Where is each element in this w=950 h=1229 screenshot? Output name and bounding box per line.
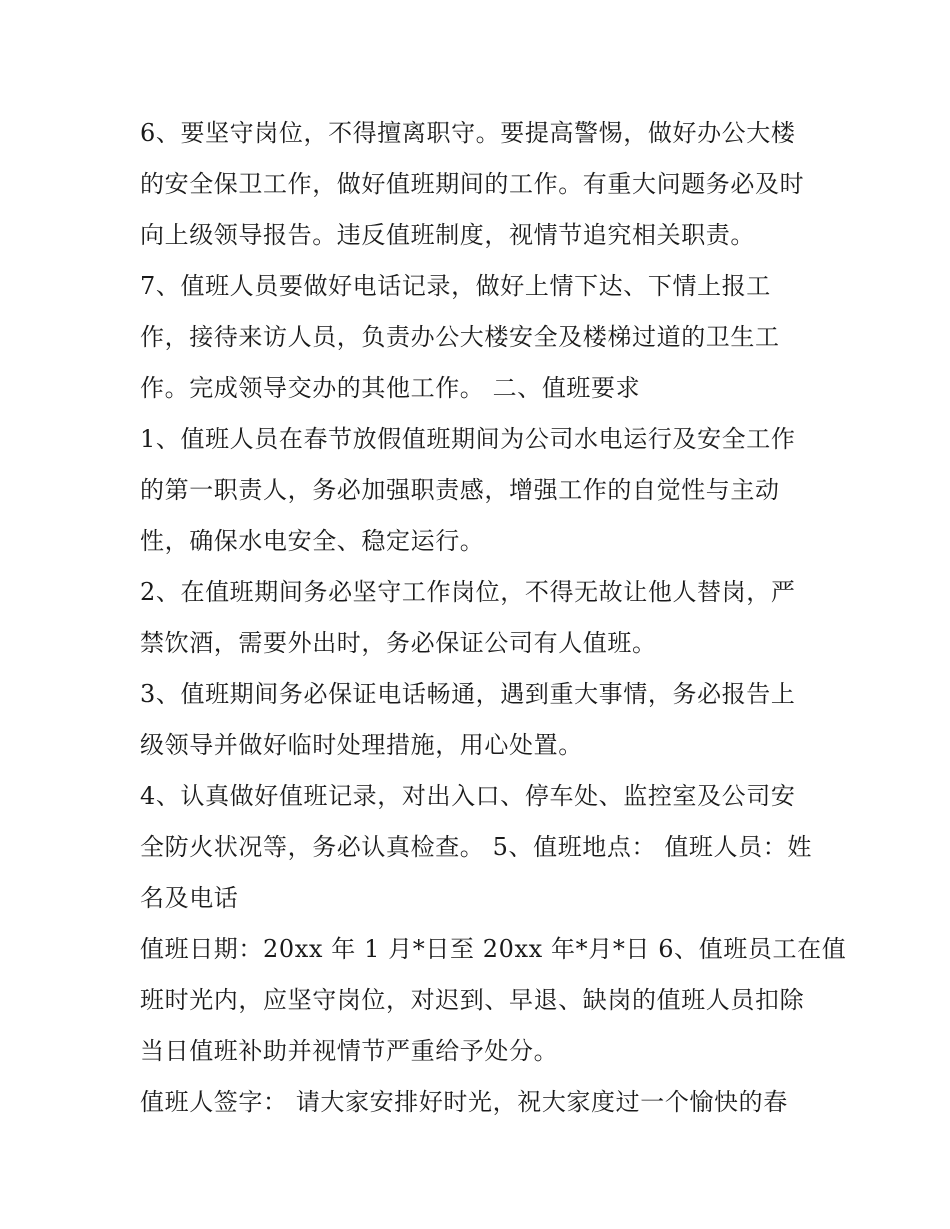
text-line: 值班日期：20xx 年 1 月*日至 20xx 年*月*日 6、值班员工在值 <box>140 935 847 963</box>
text-line: 性，确保水电安全、稳定运行。 <box>140 527 485 555</box>
text-line: 作。完成领导交办的其他工作。 二、值班要求 <box>140 374 641 402</box>
text-line: 作，接待来访人员，负责办公大楼安全及楼梯过道的卫生工 <box>140 323 780 351</box>
text-line: 禁饮酒，需要外出时，务必保证公司有人值班。 <box>140 629 657 657</box>
text-line: 值班人签字： 请大家安排好时光，祝大家度过一个愉快的春 <box>140 1088 788 1116</box>
text-line: 向上级领导报告。违反值班制度，视情节追究相关职责。 <box>140 221 755 249</box>
text-line: 级领导并做好临时处理措施，用心处置。 <box>140 731 583 759</box>
text-line: 全防火状况等，务必认真检查。 5、值班地点： 值班人员：姓 <box>140 833 812 861</box>
text-line: 7、值班人员要做好电话记录，做好上情下达、下情上报工 <box>140 272 771 300</box>
text-line: 3、值班期间务必保证电话畅通，遇到重大事情，务必报告上 <box>140 680 796 708</box>
text-line: 的第一职责人，务必加强职责感，增强工作的自觉性与主动 <box>140 476 780 504</box>
document-body <box>140 108 847 1128</box>
text-line: 1、值班人员在春节放假值班期间为公司水电运行及安全工作 <box>140 425 796 453</box>
text-line: 的安全保卫工作，做好值班期间的工作。有重大问题务必及时 <box>140 170 805 198</box>
text-line: 名及电话 <box>140 884 239 912</box>
text-line: 2、在值班期间务必坚守工作岗位，不得无故让他人替岗，严 <box>140 578 796 606</box>
text-line: 当日值班补助并视情节严重给予处分。 <box>140 1037 559 1065</box>
text-line: 班时光内，应坚守岗位，对迟到、早退、缺岗的值班人员扣除 <box>140 986 805 1014</box>
text-line: 6、要坚守岗位，不得擅离职守。要提高警惕，做好办公大楼 <box>140 119 796 147</box>
text-line: 4、认真做好值班记录，对出入口、停车处、监控室及公司安 <box>140 782 796 810</box>
